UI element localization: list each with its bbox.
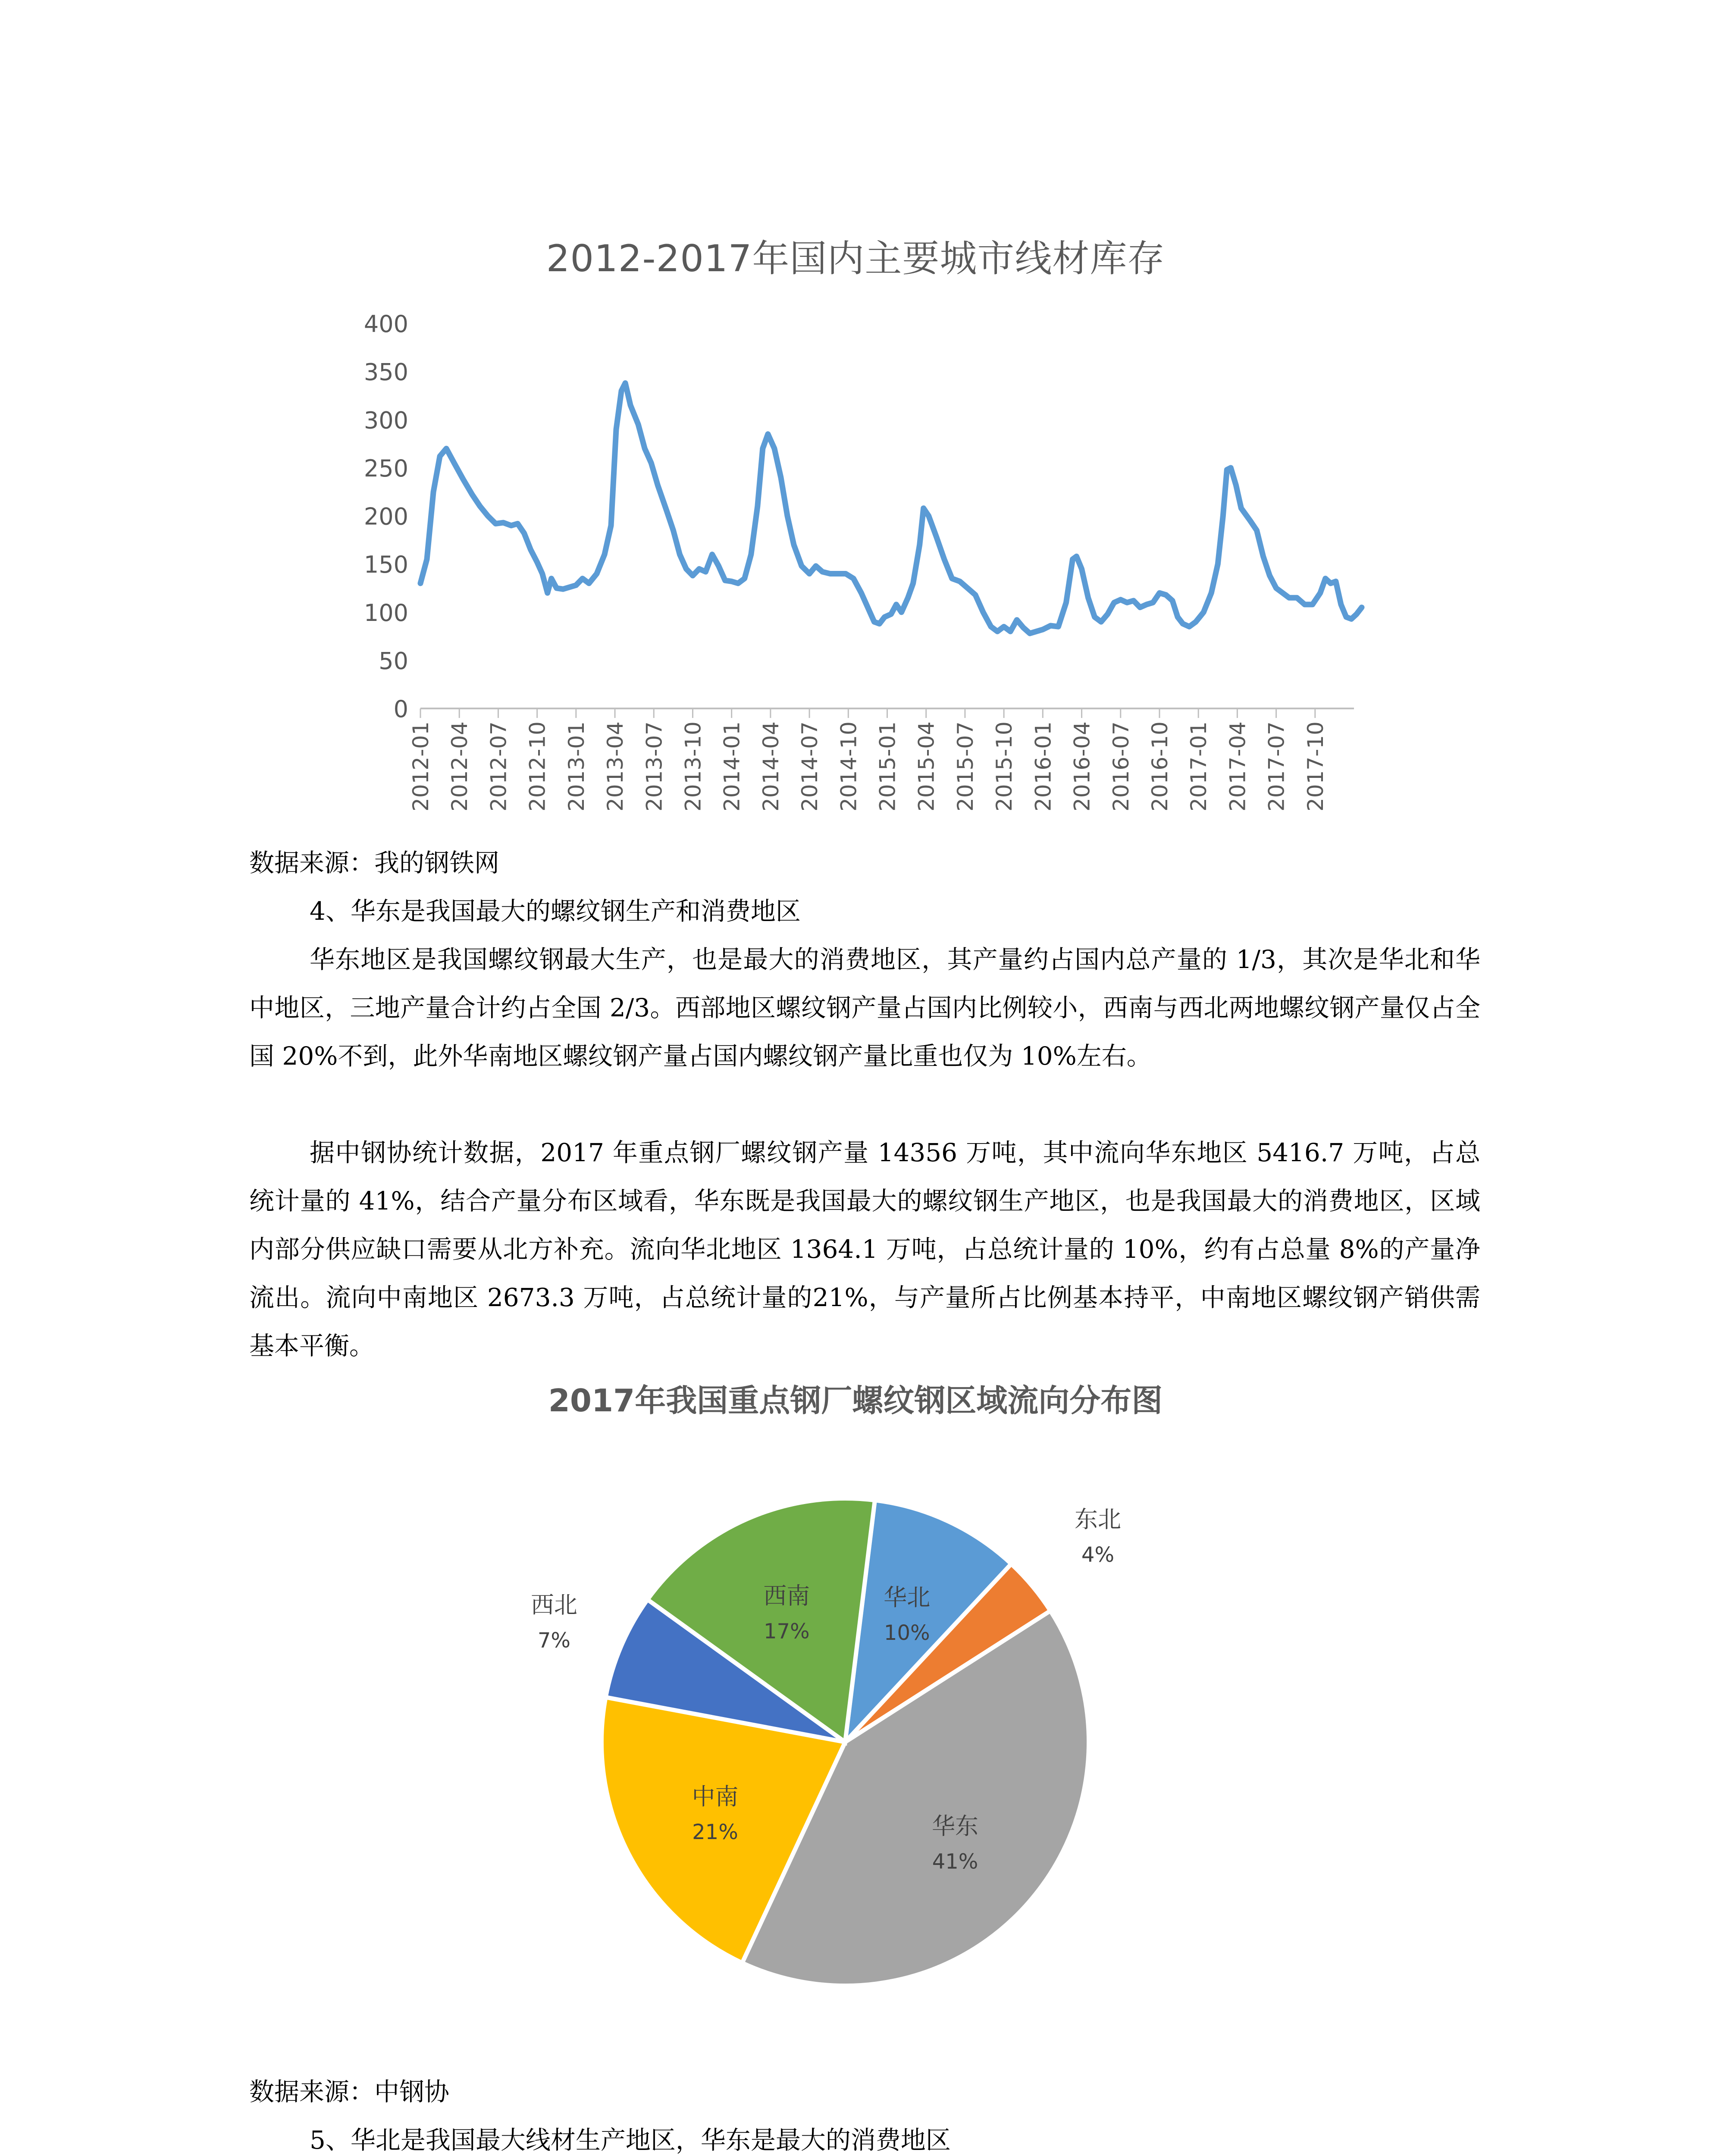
y-tick-label: 150 [364,551,408,579]
x-tick-label: 2015-04 [914,721,939,812]
y-tick-label: 400 [364,310,408,338]
pie-slice-percent-label: 10% [884,1620,930,1645]
section-heading-4: 4、华东是我国最大的螺纹钢生产和消费地区 [310,896,801,926]
x-tick-label: 2014-04 [758,721,783,812]
source-note-1: 数据来源：我的钢铁网 [249,848,500,877]
pie-slice-percent-label: 4% [1081,1542,1115,1567]
x-tick-label: 2017-10 [1303,721,1328,812]
y-tick-label: 0 [393,696,408,723]
x-tick-label: 2013-04 [603,721,628,812]
paragraph-2: 据中钢协统计数据，2017 年重点钢厂螺纹钢产量 14356 万吨，其中流向华东地区 5416.7 万吨，占总统计量的 41%，结合产量分布区域看，华东既是我国最大的螺纹钢生产地区，也是我国最大的消费地区，区域内部分供应缺口需要从北方补充。流向华北地区 1364.1 万吨，占总统计量的 10%，约有占总量 8%的产量净流出。流向中南地区 2673.3 万吨，占总统计量的21%，与产量所占比例基本持平，中南地区螺纹钢产销供需基本平衡。 [249,1138,1480,1360]
x-tick-label: 2017-07 [1264,721,1289,812]
x-tick-label: 2016-04 [1069,721,1095,812]
y-tick-label: 50 [379,647,408,675]
x-tick-label: 2013-07 [642,721,667,812]
y-tick-label: 350 [364,358,408,386]
pie-slice-name-label: 东北 [1075,1505,1122,1533]
x-tick-label: 2015-07 [953,721,978,812]
x-tick-label: 2015-10 [992,721,1017,812]
x-tick-label: 2012-01 [408,721,433,812]
paragraph-1: 华东地区是我国螺纹钢最大生产，也是最大的消费地区，其产量约占国内总产量的 1/3，其次是华北和华中地区，三地产量合计约占全国 2/3。西部地区螺纹钢产量占国内比例较小，西南与西北两地螺纹钢产量仅占全国 20%不到，此外华南地区螺纹钢产量占国内螺纹钢产量比重也仅为 10%左右。 [249,945,1480,1071]
source-note-2: 数据来源：中钢协 [249,2077,450,2106]
x-tick-label: 2012-04 [447,721,473,812]
x-tick-label: 2017-01 [1186,721,1212,812]
y-tick-label: 100 [364,599,408,627]
x-tick-label: 2014-07 [797,721,823,812]
x-tick-label: 2012-10 [525,721,550,812]
x-tick-label: 2016-01 [1031,721,1056,812]
line-chart [0,280,1711,906]
x-tick-label: 2013-10 [680,721,706,812]
x-tick-label: 2013-01 [564,721,589,812]
x-tick-label: 2016-10 [1147,721,1172,812]
pie-slice-name-label: 华东 [932,1812,979,1840]
line-chart-title: 2012-2017年国内主要城市线材库存 [546,237,1165,280]
x-tick-label: 2014-01 [719,721,745,812]
x-tick-label: 2015-01 [875,721,900,812]
pie-slice-percent-label: 41% [932,1849,978,1874]
pie-chart-title: 2017年我国重点钢厂螺纹钢区域流向分布图 [548,1382,1163,1419]
pie-slice-percent-label: 21% [692,1820,738,1844]
section-heading-5: 5、华北是我国最大线材生产地区，华东是最大的消费地区 [310,2125,951,2155]
x-tick-label: 2016-07 [1108,721,1134,812]
pie-slice-name-label: 西南 [763,1582,810,1610]
x-tick-label: 2017-04 [1225,721,1250,812]
line-series-inventory [420,383,1362,633]
x-tick-label: 2012-07 [486,721,511,812]
pie-chart [0,1466,1711,2048]
pie-slice-name-label: 西北 [530,1591,577,1619]
pie-slice-name-label: 华北 [884,1583,931,1611]
x-tick-label: 2014-10 [836,721,862,812]
pie-slice-percent-label: 7% [537,1628,570,1653]
pie-slice-name-label: 中南 [692,1783,739,1810]
y-tick-label: 300 [364,407,408,434]
pie-slice-percent-label: 17% [763,1619,810,1644]
y-tick-label: 250 [364,454,408,482]
y-tick-label: 200 [364,503,408,530]
